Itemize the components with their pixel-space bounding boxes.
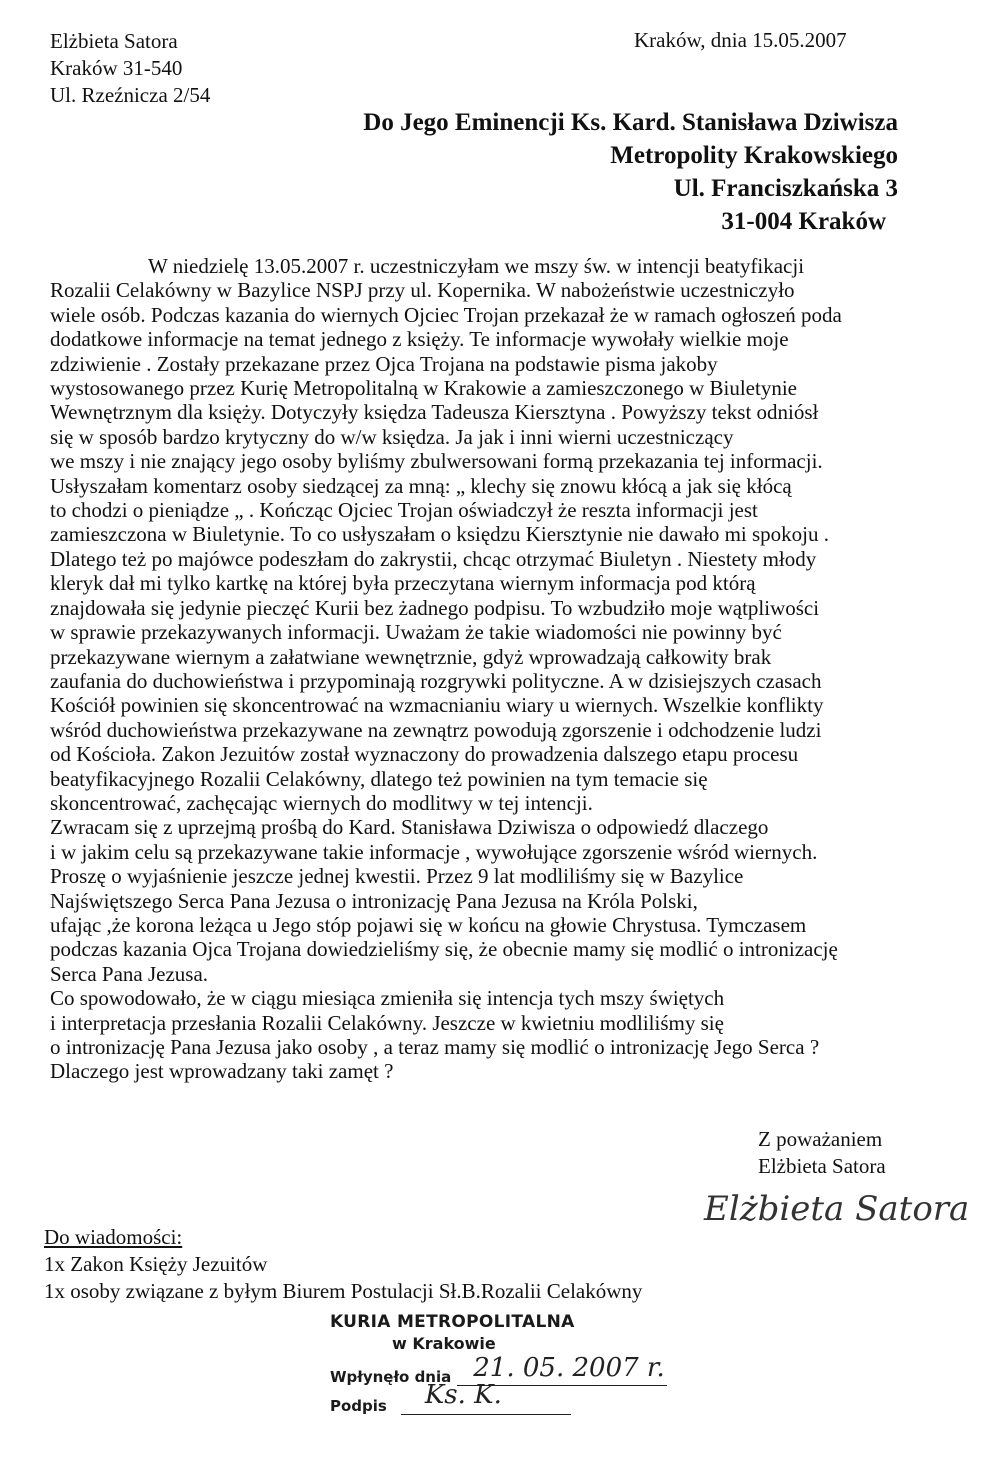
place-date: Kraków, dnia 15.05.2007 [634,28,847,52]
body-line: wiele osób. Podczas kazania do wiernych Ojciec Trojan przekazał że w ramach ogłoszeń poda [50,302,842,327]
body-line: Najświętszego Serca Pana Jezusa o intronizację Pana Jezusa na Króla Polski, [50,888,698,913]
sender-name: Elżbieta Satora [50,29,178,53]
body-line: znajdowała się jedynie pieczęć Kurii bez żadnego podpisu. To wzbudziło moje wątpliwości [50,595,820,620]
body-line: Dlaczego jest wprowadzany taki zamęt ? [50,1059,394,1084]
body-line: zaufania do duchowieństwa i przypominają rozgrywki polityczne. A w dzisiejszych czasach [50,668,822,693]
body-line: Dlatego też po majówce podeszłam do zakrystii, chcąc otrzymać Biuletyn . Niestety młody [50,546,817,571]
body-line: przekazywane wiernym a załatwiane wewnętrznie, gdyż wprowadzają całkowity brak [50,644,772,669]
body-line: Rozalii Celakówny w Bazylice NSPJ przy ul. Kopernika. W nabożeństwie uczestniczyło [50,278,795,303]
body-line: Serca Pana Jezusa. [50,961,209,986]
body-line: to chodzi o pieniądze „ . Kończąc Ojciec Trojan oświadczył że reszta informacji jest [50,498,758,523]
recipient-line: Ul. Franciszkańska 3 [673,175,898,202]
body-line: zamieszczona w Biuletynie. To co usłyszałam o księdzu Kiersztynie nie dawało mi spokoju . [50,522,830,547]
body-line: we mszy i nie znający jego osoby byliśmy zbulwersowani formą przekazania tej informacji. [50,449,823,474]
body-line: i interpretacja przesłania Rozalii Celakówny. Jeszcze w kwietniu modliliśmy się [50,1010,724,1035]
body-line: wystosowanego przez Kurię Metropolitalną w Krakowie a zamieszczonego w Biuletynie [50,376,797,401]
stamp-title: KURIA METROPOLITALNA [330,1312,575,1332]
sender-address [50,28,210,109]
sender-city: Kraków 31-540 [50,56,183,80]
cc-heading: Do wiadomości: [44,1225,183,1249]
letter-body [50,254,842,1084]
recipient-line: Do Jego Eminencji Ks. Kard. Stanisława Dziwisza [363,109,898,136]
stamp-received-value: 21. 05. 2007 r. [473,1353,665,1383]
recipient-line: Metropolity Krakowskiego [610,142,898,169]
body-line: Usłyszałam komentarz osoby siedzącej za mną: „ klechy się znowu kłócą a jak się kłócą [50,473,792,498]
body-line: podczas kazania Ojca Trojana dowiedzieliśmy się, że obecnie mamy się modlić o intronizację [50,937,838,962]
body-line: Co spowodowało, że w ciągu miesiąca zmieniła się intencja tych mszy świętych [50,986,725,1011]
body-line: zdziwienie . Zostały przekazane przez Ojca Trojana na podstawie pisma jakoby [50,351,718,376]
sender-street: Ul. Rzeźnicza 2/54 [50,83,211,107]
body-line: się w sposób bardzo krytyczny do w/w księdza. Ja jak i inni wierni uczestniczący [50,424,734,449]
recipient-line: 31-004 Kraków [721,208,886,235]
body-line: od Kościoła. Zakon Jezuitów został wyznaczony do prowadzenia dalszego etapu procesu [50,742,799,767]
body-line: beatyfikacyjnego Rozalii Celakówny, dlatego też powinien na tym temacie się [50,766,708,791]
stamp-signature-label: Podpis [330,1397,387,1415]
closing-regards: Z poważaniem [758,1127,883,1151]
body-line: dodatkowe informacje na temat jednego z księży. Te informacje wywołały wielkie moje [50,327,789,352]
body-line: w sprawie przekazywanych informacji. Uważam że takie wiadomości nie powinny być [50,620,782,645]
body-line: Proszę o wyjaśnienie jeszcze jednej kwestii. Przez 9 lat modliliśmy się w Bazylice [50,864,744,889]
stamp-signature-line [401,1380,571,1415]
body-line: wśród duchowieństwa przekazywane na zewnątrz powodują zgorszenie i odchodzenie ludzi [50,717,822,742]
body-line: Zwracam się z uprzejmą prośbą do Kard. Stanisława Dziwisza o odpowiedź dlaczego [50,815,769,840]
stamp-signature-value: Ks. K. [424,1380,502,1410]
cc-section [44,1224,642,1305]
closing-name: Elżbieta Satora [758,1154,886,1178]
body-line: Kościół powinien się skoncentrować na wzmacnianiu wiary u wiernych. Wszelkie konflikty [50,693,824,718]
recipient-address [363,106,898,238]
body-line: skoncentrować, zachęcając wiernych do modlitwy w tej intencji. [50,790,593,815]
cc-item: 1x osoby związane z byłym Biurem Postulacji Sł.B.Rozalii Celakówny [44,1279,643,1303]
signature-text: Elżbieta Satora [704,1189,970,1229]
receipt-stamp [330,1312,667,1415]
cc-item: 1x Zakon Księży Jezuitów [44,1252,268,1276]
stamp-signature-row [330,1380,667,1415]
handwritten-signature [700,1180,1000,1240]
body-line: kleryk dał mi tylko kartkę na której była przeczytana wiernym informacja pod którą [50,571,756,596]
stamp-received-label: Wpłynęło dnia [330,1368,452,1386]
body-line: Wewnętrznym dla księży. Dotyczyły księdza Tadeusza Kiersztyna . Powyższy tekst odniósł [50,400,819,425]
body-line: o intronizację Pana Jezusa jako osoby , a teraz mamy się modlić o intronizację Jego Serca ? [50,1035,820,1059]
closing [758,1126,886,1180]
body-line: W niedzielę 13.05.2007 r. uczestniczyłam we mszy św. w intencji beatyfikacji [148,254,805,278]
body-line: ufając ,że korona leżąca u Jego stóp pojawi się w końcu na głowie Chrystusa. Tymczasem [50,912,807,937]
body-line: i w jakim celu są przekazywane takie informacje , wywołujące zgorszenie wśród wiernych. [50,839,818,864]
stamp-city: w Krakowie [392,1334,496,1353]
